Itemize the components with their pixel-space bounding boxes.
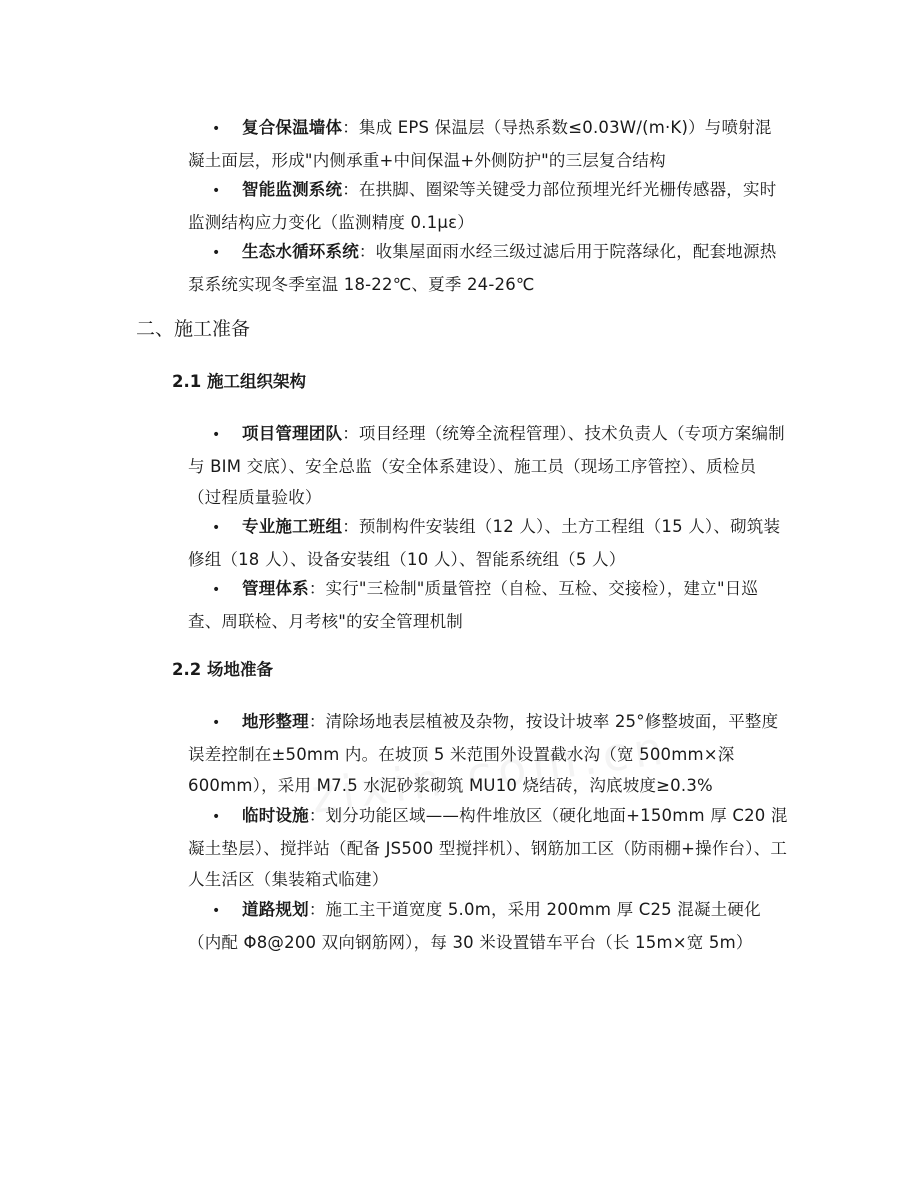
- item-text: ：预制构件安装组（12 人）、土方工程组（15 人）、砌筑装修组（18 人）、设备安装组（10 人）、智能系统组（5 人）: [188, 517, 781, 569]
- bullet-item-terrain: • 地形整理：清除场地表层植被及杂物，按设计坡率 25°修整坡面，平整度误差控制在±50mm 内。在坡顶 5 米范围外设置截水沟（宽 500mm×深 600mm），采用 M7.5 水泥砂浆砌筑 MU10 烧结砖，沟底坡度≥0.3%: [188, 712, 779, 795]
- item-text: ：清除场地表层植被及杂物，按设计坡率 25°修整坡面，平整度误差控制在±50mm 内。在坡顶 5 米范围外设置截水沟（宽 500mm×深 600mm），采用 M7.5 水泥砂浆砌筑 MU10 烧结砖，沟底坡度≥0.3%: [188, 712, 779, 795]
- subsection-title-2-1: 2.1 施工组织架构: [172, 372, 306, 391]
- item-label: 项目管理团队: [242, 424, 343, 443]
- item-label: 道路规划: [242, 900, 309, 919]
- item-label: 智能监测系统: [242, 180, 343, 199]
- bullet-item-composite-wall: • 复合保温墙体：集成 EPS 保温层（导热系数≤0.03W/(m·K)）与喷射混凝土面层，形成"内侧承重+中间保温+外侧防护"的三层复合结构: [188, 118, 772, 170]
- item-label: 专业施工班组: [242, 517, 343, 536]
- item-label: 生态水循环系统: [242, 242, 359, 261]
- bullet-item-management-system: • 管理体系：实行"三检制"质量管控（自检、互检、交接检），建立"日巡查、周联检、月考核"的安全管理机制: [188, 579, 759, 631]
- item-label: 临时设施: [242, 806, 309, 825]
- section-title: 二、施工准备: [136, 318, 251, 340]
- item-text: ：划分功能区域——构件堆放区（硬化地面+150mm 厚 C20 混凝土垫层）、搅拌站（配备 JS500 型搅拌机）、钢筋加工区（防雨棚+操作台）、工人生活区（集装箱式临建）: [188, 806, 788, 889]
- bullet-item-road-planning: • 道路规划：施工主干道宽度 5.0m，采用 200mm 厚 C25 混凝土硬化（内配 Φ8@200 双向钢筋网），每 30 米设置错车平台（长 15m×宽 5m）: [188, 900, 761, 952]
- bullet-item-water-cycle: • 生态水循环系统：收集屋面雨水经三级过滤后用于院落绿化，配套地源热泵系统实现冬季室温 18-22℃、夏季 24-26℃: [188, 242, 777, 294]
- bullet-item-work-teams: • 专业施工班组：预制构件安装组（12 人）、土方工程组（15 人）、砌筑装修组（18 人）、设备安装组（10 人）、智能系统组（5 人）: [188, 517, 781, 569]
- bullet-item-management-team: • 项目管理团队：项目经理（统筹全流程管理）、技术负责人（专项方案编制与 BIM 交底）、安全总监（安全体系建设）、施工员（现场工序管控）、质检员（过程质量验收）: [188, 424, 785, 507]
- item-text: ：在拱脚、圈梁等关键受力部位预埋光纤光栅传感器，实时监测结构应力变化（监测精度 0.1με）: [188, 180, 777, 232]
- item-text: ：收集屋面雨水经三级过滤后用于院落绿化，配套地源热泵系统实现冬季室温 18-22℃、夏季 24-26℃: [188, 242, 777, 294]
- item-label: 管理体系: [242, 579, 309, 598]
- item-text: ：集成 EPS 保温层（导热系数≤0.03W/(m·K)）与喷射混凝土面层，形成"内侧承重+中间保温+外侧防护"的三层复合结构: [188, 118, 772, 170]
- item-text: ：实行"三检制"质量管控（自检、互检、交接检），建立"日巡查、周联检、月考核"的安全管理机制: [188, 579, 759, 631]
- bullet-item-temporary-facilities: • 临时设施：划分功能区域——构件堆放区（硬化地面+150mm 厚 C20 混凝土垫层）、搅拌站（配备 JS500 型搅拌机）、钢筋加工区（防雨棚+操作台）、工人生活区（集装箱式临建）: [188, 806, 788, 889]
- item-text: ：施工主干道宽度 5.0m，采用 200mm 厚 C25 混凝土硬化（内配 Φ8@200 双向钢筋网），每 30 米设置错车平台（长 15m×宽 5m）: [188, 900, 761, 952]
- item-text: ：项目经理（统筹全流程管理）、技术负责人（专项方案编制与 BIM 交底）、安全总监（安全体系建设）、施工员（现场工序管控）、质检员（过程质量验收）: [188, 424, 785, 507]
- item-label: 地形整理: [242, 712, 309, 731]
- bullet-item-monitoring: • 智能监测系统：在拱脚、圈梁等关键受力部位预埋光纤光栅传感器，实时监测结构应力变化（监测精度 0.1με）: [188, 180, 777, 232]
- item-label: 复合保温墙体: [242, 118, 343, 137]
- subsection-title-2-2: 2.2 场地准备: [172, 660, 273, 679]
